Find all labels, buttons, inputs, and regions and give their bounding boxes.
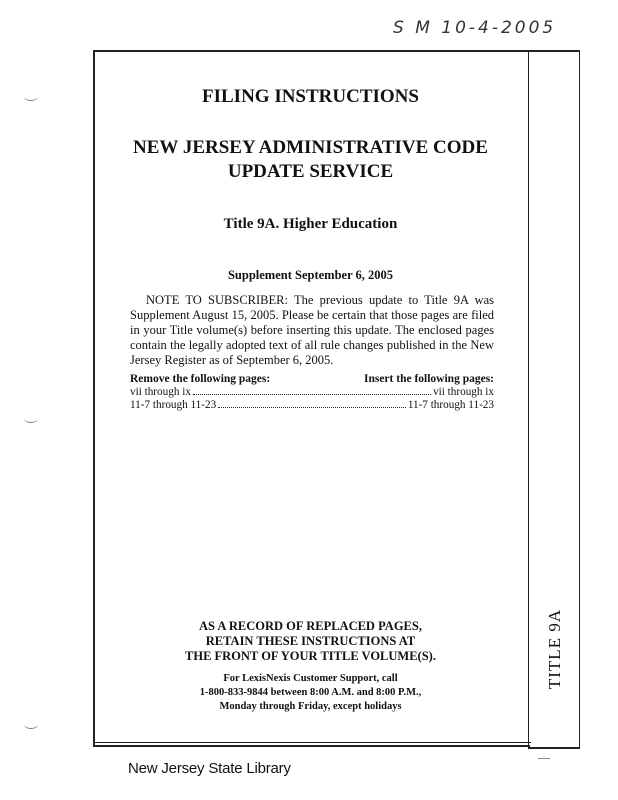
insert-pages-header: Insert the following pages: [363, 373, 494, 385]
record-line-1: AS A RECORD OF REPLACED PAGES, [199, 619, 422, 633]
support-line-3: Monday through Friday, except holidays [219, 701, 402, 712]
support-line-1: For LexisNexis Customer Support, call [223, 673, 398, 684]
dot-leader [218, 407, 406, 408]
page-table-row [130, 386, 494, 399]
scan-mark [538, 758, 550, 765]
insert-pages-value: vii through ix [433, 386, 494, 398]
customer-support-info [93, 672, 528, 714]
record-line-3: THE FRONT OF YOUR TITLE VOLUME(S). [185, 649, 436, 663]
code-title [93, 136, 528, 184]
support-line-2: 1-800-833-9844 between 8:00 A.M. and 8:00 P.M., [199, 687, 422, 698]
page-heading: FILING INSTRUCTIONS [202, 86, 419, 107]
title-tab-label: TITLE 9A [545, 608, 564, 690]
record-line-2: RETAIN THESE INSTRUCTIONS AT [205, 634, 416, 648]
page-table-header [130, 373, 494, 386]
code-title-line-1: NEW JERSEY ADMINISTRATIVE CODE [133, 137, 488, 158]
remove-pages-value: 11-7 through 11-23 [130, 399, 217, 411]
code-title-line-2: UPDATE SERVICE [227, 161, 394, 182]
supplement-date: Supplement September 6, 2005 [227, 268, 394, 282]
subscriber-note: NOTE TO SUBSCRIBER: The previous update to Title 9A was Supplement August 15, 2005. Please be certain that those pages are filed in your Title volume(s) before inserting this update. The enclosed pages contain the legally adopted text of all rule changes published in the New Jersey Register as of September 6, 2005. [130, 293, 494, 367]
handwritten-date-note: S M 10-4-2005 [393, 18, 557, 38]
page-table-row [130, 399, 494, 412]
subject-title: Title 9A. Higher Education [223, 216, 398, 232]
dot-leader [193, 394, 431, 395]
remove-pages-header: Remove the following pages: [130, 373, 271, 385]
insert-pages-value: 11-7 through 11-23 [407, 399, 494, 411]
page-replacement-table [130, 373, 494, 412]
library-stamp: New Jersey State Library [128, 760, 291, 777]
punch-hole-mark [24, 720, 38, 729]
punch-hole-mark [24, 92, 38, 101]
record-instructions [93, 619, 528, 664]
punch-hole-mark [24, 414, 38, 423]
remove-pages-value: vii through ix [130, 386, 191, 398]
